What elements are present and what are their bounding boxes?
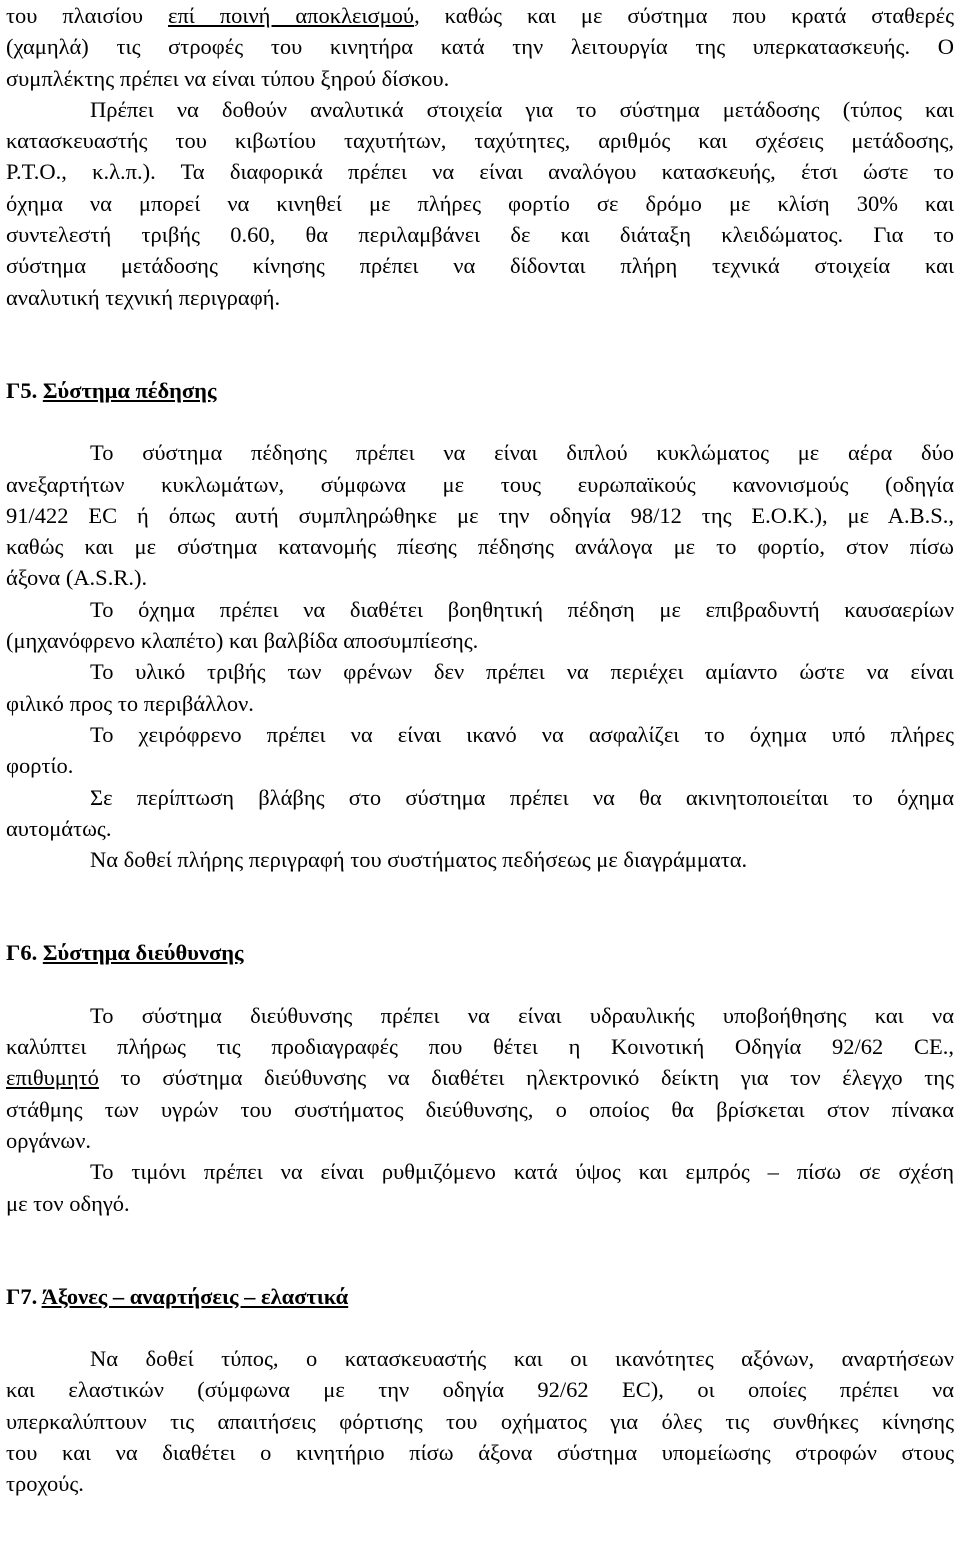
text-line: καθώς και με σύστημα κατανομής πίεσης πέδησης ανάλογα με το φορτίο, στον πίσω (6, 534, 954, 560)
text-line: Το σύστημα διεύθυνσης πρέπει να είναι υδραυλικής υποβοήθησης και να (90, 1002, 954, 1028)
text-line: οργάνων. (6, 1127, 91, 1153)
section-heading-g7: Γ7. Άξονες – αναρτήσεις – ελαστικά (6, 1283, 349, 1309)
text-line: άξονα (A.S.R.). (6, 565, 148, 591)
text-line: σύστημα μετάδοσης κίνησης πρέπει να δίδονται πλήρη τεχνικά στοιχεία και (6, 253, 954, 279)
text-line: τροχούς. (6, 1471, 84, 1497)
section-heading-g6: Γ6. Σύστημα διεύθυνσης (6, 940, 244, 966)
text-line: καλύπτει πλήρως τις προδιαγραφές που θέτει η Κοινοτική Οδηγία 92/62 CE., (6, 1034, 954, 1060)
text-line: κατασκευαστής του κιβωτίου ταχυτήτων, ταχύτητες, αριθμός και σχέσεις μετάδοσης, (6, 128, 954, 154)
axles-section-body (6, 1343, 954, 1499)
text-line: φορτίο. (6, 753, 74, 779)
text-line: Να δοθεί τύπος, ο κατασκευαστής και οι ικανότητες αξόνων, αναρτήσεων (90, 1346, 954, 1372)
text-line: με τον οδηγό. (6, 1190, 130, 1216)
text-line: 91/422 ΕC ή όπως αυτή συμπληρώθηκε με την οδηγία 98/12 της Ε.Ο.Κ.), με Α.Β.S., (6, 502, 954, 528)
text-line: Πρέπει να δοθούν αναλυτικά στοιχεία για το σύστημα μετάδοσης (τύπος και (90, 96, 954, 122)
text-line: αναλυτική τεχνική περιγραφή. (6, 284, 281, 310)
text-line: του και να διαθέτει ο κινητήριο πίσω άξονα σύστημα υπομείωσης στροφών στους (6, 1439, 954, 1465)
text-line: συμπλέκτης πρέπει να είναι τύπου ξηρού δίσκου. (6, 65, 450, 91)
text-line: και ελαστικών (σύμφωνα με την οδηγία 92/62 EC), οι οποίες πρέπει να (6, 1377, 954, 1403)
text-line: (χαμηλά) τις στροφές του κινητήρα κατά την λειτουργία της υπερκατασκευής. Ο (6, 34, 954, 60)
text-line: (μηχανόφρενο κλαπέτο) και βαλβίδα αποσυμπίεσης. (6, 628, 479, 654)
text-line: υπερκαλύπτουν τις απαιτήσεις φόρτισης του οχήματος για όλες τις συνθήκες κίνησης (6, 1408, 954, 1434)
text-line: Το σύστημα πέδησης πρέπει να είναι διπλού κυκλώματος με αέρα δύο (90, 440, 954, 466)
text-line: Το τιμόνι πρέπει να είναι ρυθμιζόμενο κατά ύψος και εμπρός – πίσω σε σχέση (90, 1159, 954, 1185)
text-line: επιθυμητό το σύστημα διεύθυνσης να διαθέτει ηλεκτρονικό δείκτη για τον έλεγχο της (6, 1065, 954, 1091)
underlined-phrase: επί ποινή αποκλεισμού (168, 3, 415, 28)
steering-section-body (6, 1000, 954, 1219)
underlined-phrase: επιθυμητό (6, 1065, 99, 1091)
text-line: Ρ.Τ.Ο., κ.λ.π.). Τα διαφορικά πρέπει να είναι αναλόγου κατασκευής, έτσι ώστε το (6, 159, 954, 185)
text-line: συντελεστή τριβής 0.60, θα περιλαμβάνει δε και διάταξη κλειδώματος. Για το (6, 222, 954, 248)
text-line: Το υλικό τριβής των φρένων δεν πρέπει να περιέχει αμίαντο ώστε να είναι (90, 659, 954, 685)
text-line: του πλαισίου επί ποινή αποκλεισμού, καθώς και με σύστημα που κρατά σταθερές (6, 3, 954, 28)
text-line: φιλικό προς το περιβάλλον. (6, 690, 254, 716)
section-heading-g5: Γ5. Σύστημα πέδησης (6, 377, 217, 403)
text-line: Σε περίπτωση βλάβης στο σύστημα πρέπει να θα ακινητοποιείται το όχημα (90, 784, 954, 810)
text-line: όχημα να μπορεί να κινηθεί με πλήρες φορτίο σε δρόμο με κλίση 30% και (6, 190, 954, 216)
text-line: ανεξαρτήτων κυκλωμάτων, σύμφωνα με τους ευρωπαϊκούς κανονισμούς (οδηγία (6, 471, 954, 497)
text-line: Να δοθεί πλήρης περιγραφή του συστήματος πεδήσεως με διαγράμματα. (90, 847, 748, 873)
text-line: Το όχημα πρέπει να διαθέτει βοηθητική πέδηση με επιβραδυντή καυσαερίων (90, 596, 954, 622)
transmission-paragraph (6, 0, 954, 313)
braking-section-body (6, 437, 954, 875)
text-line: Το χειρόφρενο πρέπει να είναι ικανό να ασφαλίζει το όχημα υπό πλήρες (90, 721, 954, 747)
text-line: στάθμης των υγρών του συστήματος διεύθυνσης, ο οποίος θα βρίσκεται στον πίνακα (6, 1096, 954, 1122)
text-line: αυτομάτως. (6, 815, 112, 841)
